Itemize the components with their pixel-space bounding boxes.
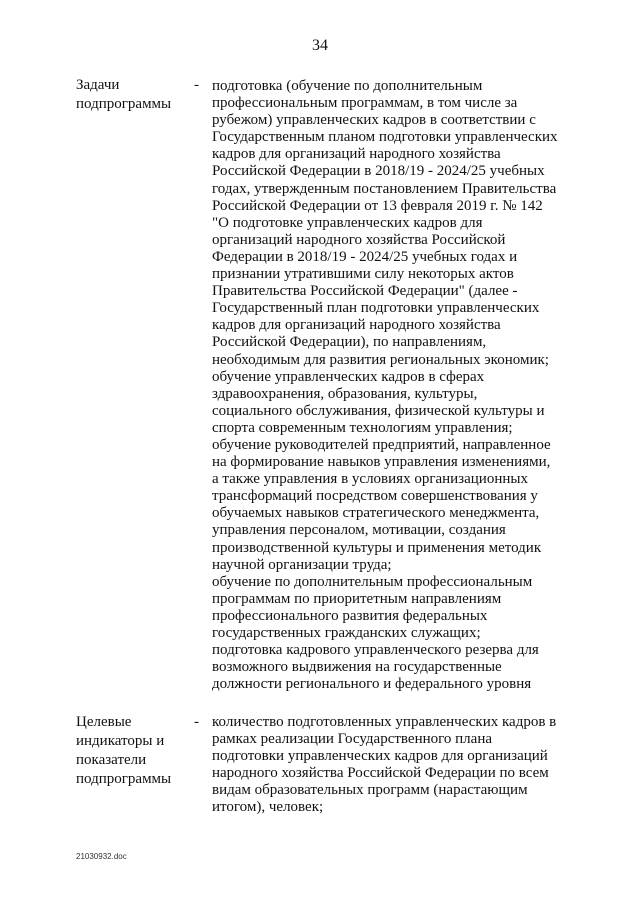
text-line: государственных гражданских служащих; (212, 625, 481, 641)
text-line: обучение руководителей предприятий, направленное (212, 436, 551, 453)
text-line: должности регионального и федерального уровня (212, 676, 532, 693)
text-line: производственной культуры и применения методик (212, 539, 542, 556)
document-filename: 21030932.doc (76, 852, 127, 861)
text-line: программам по приоритетным направлениям (212, 590, 502, 607)
text-line: а также управления в условиях организационных (212, 471, 528, 488)
text-line: социального обслуживания, физической культуры и (212, 402, 545, 419)
text-line: кадров для организаций народного хозяйства (212, 146, 501, 163)
text-line: Правительства Российской Федерации" (далее - (212, 283, 518, 300)
text-line: возможного выдвижения на государственные (212, 659, 502, 676)
text-line: Федерации в 2018/19 - 2024/25 учебных годах и (212, 248, 518, 265)
row-label-indicators: Целевые индикаторы и показатели подпрограммы (76, 714, 172, 787)
text-line: спорта современным технологиям управления; (212, 419, 513, 436)
text-line: здравоохранения, образования, культуры, (212, 385, 478, 402)
text-line: количество подготовленных управленческих кадров в (212, 714, 557, 730)
text-line: профессиональным программам, в том числе за (212, 95, 518, 112)
text-line: обучение управленческих кадров в сферах (212, 368, 485, 385)
text-line: обучаемых навыков стратегического менеджмента, (212, 505, 540, 522)
text-line: научной организации труда; (212, 556, 392, 573)
text-line: рубежом) управленческих кадров в соответствии с (212, 112, 536, 129)
row-dash-indicators: - (194, 714, 199, 730)
text-line: "О подготовке управленческих кадров для (212, 214, 483, 231)
row-dash-tasks: - (194, 77, 199, 93)
page-number: 34 (312, 37, 328, 54)
text-line: Российской Федерации в 2018/19 - 2024/25 учебных (212, 163, 545, 180)
text-line: подготовка (обучение по дополнительным (212, 78, 483, 94)
text-line: подготовка кадрового управленческого резерва для (212, 642, 539, 659)
text-line: видам образовательных программ (нарастающим (212, 782, 528, 799)
text-line: Российской Федерации), по направлениям, (212, 334, 487, 351)
text-line: на формирование навыков управления изменениями, (212, 454, 551, 471)
text-line: организаций народного хозяйства Российской (212, 231, 506, 248)
text-line: рамках реализации Государственного плана (212, 731, 493, 748)
text-line: обучение по дополнительным профессиональным (212, 573, 533, 590)
text-line: необходимым для развития региональных экономик; (212, 351, 549, 368)
text-line: Государственным планом подготовки управленческих (212, 129, 558, 146)
row-label-tasks: Задачи подпрограммы (76, 77, 172, 112)
text-line: подготовки управленческих кадров для организаций (212, 748, 548, 765)
text-line: Российской Федерации от 13 февраля 2019 г. № 142 (212, 197, 543, 214)
text-line: народного хозяйства Российской Федерации по всем (212, 765, 549, 782)
text-line: трансформаций посредством совершенствования у (212, 488, 538, 505)
text-line: признании утратившими силу некоторых актов (212, 266, 514, 283)
text-line: кадров для организаций народного хозяйства (212, 317, 501, 334)
text-line: управления персоналом, мотивации, создания (212, 522, 506, 539)
text-line: годах, утвержденным постановлением Правительства (212, 180, 557, 197)
text-line: профессионального развития федеральных (212, 607, 488, 624)
row-content-indicators (212, 714, 572, 817)
text-line: Государственный план подготовки управленческих (212, 300, 540, 317)
text-line: итогом), человек; (212, 799, 324, 816)
row-content-tasks (212, 78, 572, 693)
